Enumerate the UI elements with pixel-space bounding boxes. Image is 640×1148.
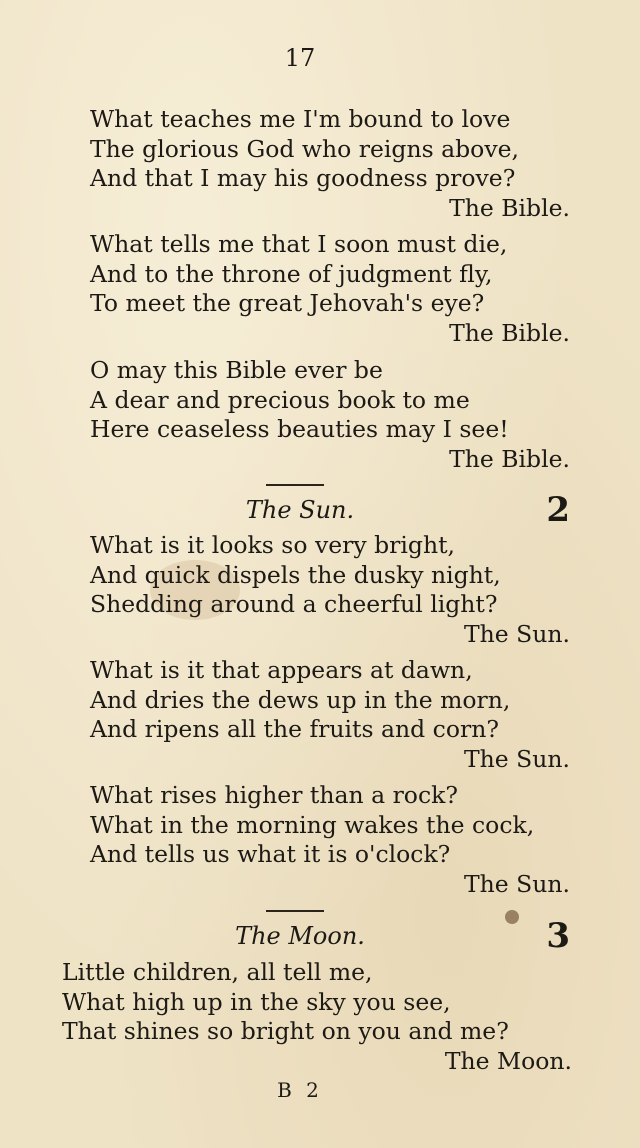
verse-line: And that I may his goodness prove? xyxy=(90,164,516,192)
stanza-bible-2 xyxy=(90,230,570,348)
verse-line: What tells me that I soon must die, xyxy=(90,230,508,258)
verse-line: A dear and precious book to me xyxy=(90,385,470,414)
verse-answer: The Moon. xyxy=(444,1046,572,1075)
section-number-sun: 2 xyxy=(546,490,570,530)
verse-line: That shines so bright on you and me? xyxy=(62,1017,509,1045)
stanza-bible-1 xyxy=(90,105,570,223)
verse-line: And ripens all the fruits and corn? xyxy=(90,715,499,743)
section-number-moon: 3 xyxy=(546,916,570,956)
stanza-sun-2 xyxy=(90,656,570,774)
verse-line: What teaches me I'm bound to love xyxy=(90,105,511,133)
stanza-bible-3 xyxy=(90,356,570,474)
verse-answer: The Sun. xyxy=(463,869,570,898)
verse-answer: The Bible. xyxy=(449,444,570,473)
page-number: 17 xyxy=(284,44,316,72)
section-divider xyxy=(266,484,324,486)
stanza-sun-3 xyxy=(90,781,570,899)
section-title-moon: The Moon. xyxy=(235,922,365,950)
verse-line: What rises higher than a rock? xyxy=(90,781,458,809)
verse-line: The glorious God who reigns above, xyxy=(90,134,519,163)
verse-line: What in the morning wakes the cock, xyxy=(90,810,535,839)
verse-answer: The Bible. xyxy=(449,193,570,222)
verse-line: O may this Bible ever be xyxy=(90,356,383,384)
verse-line: What is it looks so very bright, xyxy=(90,531,455,559)
section-divider xyxy=(266,910,324,912)
verse-answer: The Sun. xyxy=(463,619,570,648)
verse-line: And tells us what it is o'clock? xyxy=(90,840,451,868)
verse-line: Shedding around a cheerful light? xyxy=(90,590,498,618)
stanza-moon-1 xyxy=(62,958,572,1076)
verse-line: Here ceaseless beauties may I see! xyxy=(90,415,509,443)
verse-line: What is it that appears at dawn, xyxy=(90,656,473,684)
verse-line: Little children, all tell me, xyxy=(62,958,373,986)
verse-line: And quick dispels the dusky night, xyxy=(90,560,501,589)
verse-answer: The Bible. xyxy=(449,318,570,347)
section-title-sun: The Sun. xyxy=(245,496,355,524)
verse-line: What high up in the sky you see, xyxy=(62,987,451,1016)
verse-line: And dries the dews up in the morn, xyxy=(90,685,511,714)
signature-mark: B 2 xyxy=(277,1078,323,1102)
verse-answer: The Sun. xyxy=(463,744,570,773)
verse-line: And to the throne of judgment fly, xyxy=(90,259,493,288)
verse-line: To meet the great Jehovah's eye? xyxy=(90,289,485,317)
stanza-sun-1 xyxy=(90,531,570,649)
